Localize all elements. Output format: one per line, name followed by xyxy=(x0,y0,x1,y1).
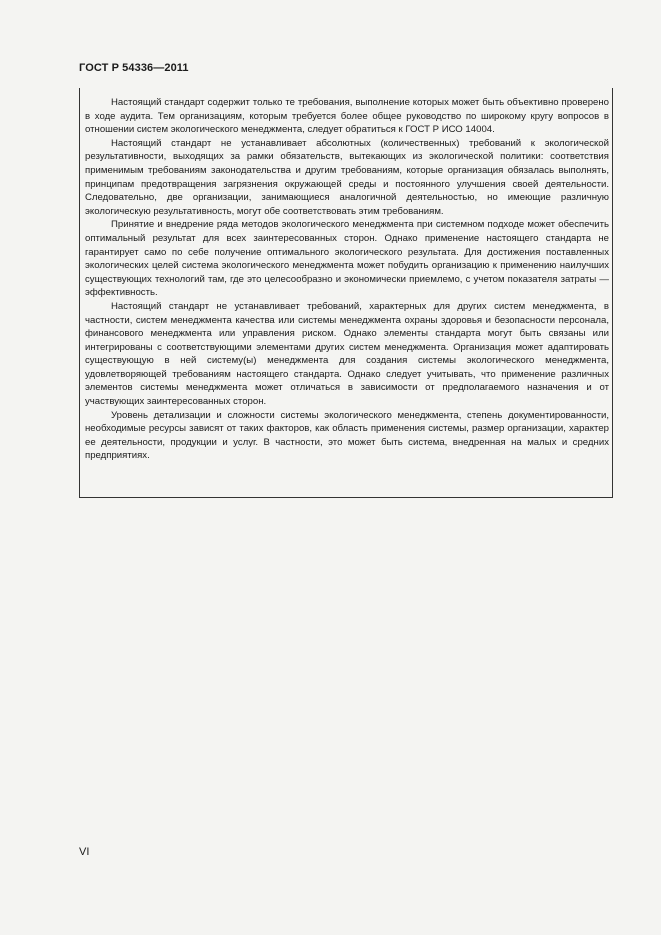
paragraph: Принятие и внедрение ряда методов экологического менеджмента при системном подходе может обеспечить оптимальный результат для всех заинтересованных сторон. Однако применение настоящего стандарта не гарантирует само по себе получение оптимального экологического результата. Для достижения поставленных экологических целей система экологического менеджмента может побудить организацию к применению наилучших существующих технологий там, где это целесообразно и экономически приемлемо, с учетом показателя затраты — эффективность. xyxy=(85,219,609,299)
page-number: VI xyxy=(79,846,90,858)
document-header: ГОСТ Р 54336—2011 xyxy=(79,62,189,74)
paragraph: Настоящий стандарт не устанавливает требований, характерных для других систем менеджмента, в частности, систем менеджмента качества или системы менеджмента охраны здоровья и безопасности персонала, финансового менеджмента или управления риском. Однако элементы стандарта могут быть связаны или интегрированы с соответствующими элементами других систем менеджмента. Организация может адаптировать существующую в ней систему(ы) менеджмента для создания системы экологического менеджмента, удовлетворяющей требованиям настоящего стандарта. Однако следует учитывать, что применение различных элементов системы менеджмента может отличаться в зависимости от предполагаемого назначения и от участвующих заинтересованных сторон. xyxy=(85,300,609,408)
paragraph: Уровень детализации и сложности системы экологического менеджмента, степень документированности, необходимые ресурсы зависят от таких факторов, как область применения системы, размер организации, характер ее деятельности, продукции и услуг. В частности, это может быть система, внедренная на малых и средних предприятиях. xyxy=(85,409,609,462)
paragraph: Настоящий стандарт содержит только те требования, выполнение которых может быть объективно проверено в ходе аудита. Тем организациям, которым требуется более общее руководство по широкому кругу вопросов в отношении систем экологического менеджмента, следует обратиться к ГОСТ Р ИСО 14004. xyxy=(85,97,609,136)
content-frame xyxy=(79,88,613,498)
body-text xyxy=(85,96,609,463)
paragraph: Настоящий стандарт не устанавливает абсолютных (количественных) требований к экологической результативности, выходящих за рамки обязательств, вытекающих из экологической политики: соответствия применимым требованиям законодательства и другим требованиям, которые организация обязалась выполнять, принципам предотвращения загрязнения окружающей среды и постоянного улучшения своей деятельности. Следовательно, две организации, занимающиеся аналогичной деятельностью, но имеющие различную экологическую результативность, могут обе соответствовать этим требованиям. xyxy=(85,137,609,217)
